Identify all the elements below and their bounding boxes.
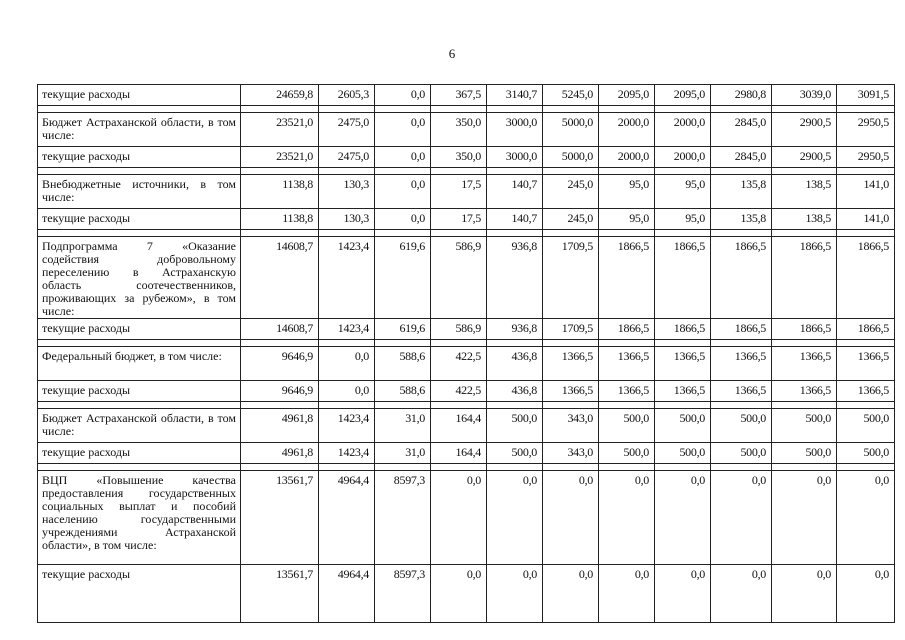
value-cell: 1366,5 bbox=[837, 347, 895, 381]
value-cell: 500,0 bbox=[772, 409, 837, 443]
spacer-cell bbox=[487, 402, 543, 409]
spacer-cell bbox=[655, 402, 711, 409]
spacer-cell bbox=[655, 340, 711, 347]
spacer-cell bbox=[655, 106, 711, 113]
value-cell: 500,0 bbox=[599, 409, 655, 443]
spacer-cell bbox=[837, 230, 895, 237]
table-row bbox=[38, 381, 895, 402]
value-cell: 0,0 bbox=[655, 565, 711, 623]
value-cell: 164,4 bbox=[431, 443, 487, 464]
spacer-cell bbox=[543, 230, 599, 237]
value-cell: 3000,0 bbox=[487, 113, 543, 147]
value-cell: 1366,5 bbox=[543, 381, 599, 402]
row-spacer bbox=[38, 230, 895, 237]
value-cell: 0,0 bbox=[487, 565, 543, 623]
spacer-cell bbox=[319, 106, 375, 113]
budget-table bbox=[37, 84, 895, 623]
spacer-cell bbox=[241, 230, 319, 237]
spacer-cell bbox=[837, 340, 895, 347]
value-cell: 1866,5 bbox=[772, 237, 837, 319]
value-cell: 31,0 bbox=[375, 443, 431, 464]
spacer-cell bbox=[38, 340, 241, 347]
spacer-cell bbox=[772, 230, 837, 237]
spacer-cell bbox=[241, 168, 319, 175]
spacer-cell bbox=[543, 464, 599, 471]
value-cell: 13561,7 bbox=[241, 471, 319, 565]
value-cell: 0,0 bbox=[711, 565, 772, 623]
value-cell: 2605,3 bbox=[319, 85, 375, 106]
spacer-cell bbox=[772, 402, 837, 409]
value-cell: 140,7 bbox=[487, 209, 543, 230]
table-row bbox=[38, 237, 895, 319]
value-cell: 500,0 bbox=[599, 443, 655, 464]
spacer-cell bbox=[772, 340, 837, 347]
spacer-cell bbox=[431, 464, 487, 471]
value-cell: 0,0 bbox=[431, 471, 487, 565]
spacer-cell bbox=[655, 230, 711, 237]
row-label: текущие расходы bbox=[38, 319, 241, 340]
value-cell: 500,0 bbox=[772, 443, 837, 464]
spacer-cell bbox=[431, 340, 487, 347]
value-cell: 586,9 bbox=[431, 237, 487, 319]
spacer-cell bbox=[711, 464, 772, 471]
spacer-cell bbox=[599, 340, 655, 347]
value-cell: 3039,0 bbox=[772, 85, 837, 106]
spacer-cell bbox=[241, 402, 319, 409]
value-cell: 1709,5 bbox=[543, 319, 599, 340]
value-cell: 588,6 bbox=[375, 347, 431, 381]
value-cell: 14608,7 bbox=[241, 237, 319, 319]
value-cell: 436,8 bbox=[487, 347, 543, 381]
spacer-cell bbox=[599, 168, 655, 175]
value-cell: 0,0 bbox=[543, 565, 599, 623]
table-row bbox=[38, 347, 895, 381]
value-cell: 619,6 bbox=[375, 319, 431, 340]
value-cell: 1866,5 bbox=[837, 237, 895, 319]
spacer-cell bbox=[38, 106, 241, 113]
value-cell: 1866,5 bbox=[599, 319, 655, 340]
value-cell: 1366,5 bbox=[599, 347, 655, 381]
spacer-cell bbox=[599, 230, 655, 237]
value-cell: 0,0 bbox=[375, 209, 431, 230]
spacer-cell bbox=[772, 106, 837, 113]
spacer-cell bbox=[599, 402, 655, 409]
value-cell: 1366,5 bbox=[655, 347, 711, 381]
value-cell: 2845,0 bbox=[711, 113, 772, 147]
value-cell: 135,8 bbox=[711, 175, 772, 209]
row-spacer bbox=[38, 168, 895, 175]
value-cell: 1366,5 bbox=[772, 347, 837, 381]
value-cell: 135,8 bbox=[711, 209, 772, 230]
spacer-cell bbox=[711, 402, 772, 409]
table-body bbox=[38, 85, 895, 623]
spacer-cell bbox=[837, 402, 895, 409]
value-cell: 141,0 bbox=[837, 209, 895, 230]
value-cell: 164,4 bbox=[431, 409, 487, 443]
value-cell: 2950,5 bbox=[837, 147, 895, 168]
row-label: текущие расходы bbox=[38, 381, 241, 402]
spacer-cell bbox=[487, 230, 543, 237]
value-cell: 500,0 bbox=[655, 409, 711, 443]
spacer-cell bbox=[837, 106, 895, 113]
value-cell: 141,0 bbox=[837, 175, 895, 209]
spacer-cell bbox=[543, 340, 599, 347]
value-cell: 1866,5 bbox=[655, 237, 711, 319]
page-number: 6 bbox=[448, 46, 456, 61]
value-cell: 2845,0 bbox=[711, 147, 772, 168]
value-cell: 0,0 bbox=[599, 565, 655, 623]
value-cell: 3140,7 bbox=[487, 85, 543, 106]
value-cell: 2475,0 bbox=[319, 147, 375, 168]
spacer-cell bbox=[319, 464, 375, 471]
spacer-cell bbox=[375, 464, 431, 471]
row-label: Подпрограмма 7 «Оказание содействия добровольному переселению в Астраханскую область соотечественников, проживающих за рубежом», в том числе: bbox=[38, 237, 241, 319]
value-cell: 500,0 bbox=[837, 443, 895, 464]
value-cell: 1423,4 bbox=[319, 319, 375, 340]
value-cell: 3091,5 bbox=[837, 85, 895, 106]
value-cell: 1138,8 bbox=[241, 175, 319, 209]
value-cell: 95,0 bbox=[599, 175, 655, 209]
row-spacer bbox=[38, 106, 895, 113]
value-cell: 138,5 bbox=[772, 175, 837, 209]
value-cell: 31,0 bbox=[375, 409, 431, 443]
spacer-cell bbox=[319, 402, 375, 409]
value-cell: 23521,0 bbox=[241, 113, 319, 147]
value-cell: 500,0 bbox=[655, 443, 711, 464]
value-cell: 0,0 bbox=[375, 147, 431, 168]
value-cell: 1866,5 bbox=[837, 319, 895, 340]
value-cell: 500,0 bbox=[711, 409, 772, 443]
table-row bbox=[38, 85, 895, 106]
spacer-cell bbox=[599, 106, 655, 113]
spacer-cell bbox=[837, 464, 895, 471]
value-cell: 95,0 bbox=[655, 175, 711, 209]
value-cell: 24659,8 bbox=[241, 85, 319, 106]
spacer-cell bbox=[319, 230, 375, 237]
spacer-cell bbox=[837, 168, 895, 175]
spacer-cell bbox=[655, 464, 711, 471]
spacer-cell bbox=[431, 402, 487, 409]
value-cell: 586,9 bbox=[431, 319, 487, 340]
spacer-cell bbox=[375, 106, 431, 113]
row-label: Внебюджетные источники, в том числе: bbox=[38, 175, 241, 209]
value-cell: 436,8 bbox=[487, 381, 543, 402]
spacer-cell bbox=[38, 464, 241, 471]
value-cell: 17,5 bbox=[431, 175, 487, 209]
spacer-cell bbox=[241, 106, 319, 113]
spacer-cell bbox=[711, 340, 772, 347]
value-cell: 936,8 bbox=[487, 319, 543, 340]
row-label: текущие расходы bbox=[38, 147, 241, 168]
value-cell: 1138,8 bbox=[241, 209, 319, 230]
spacer-cell bbox=[772, 464, 837, 471]
value-cell: 2475,0 bbox=[319, 113, 375, 147]
value-cell: 4961,8 bbox=[241, 409, 319, 443]
value-cell: 2000,0 bbox=[655, 113, 711, 147]
value-cell: 1423,4 bbox=[319, 409, 375, 443]
table-row bbox=[38, 471, 895, 565]
value-cell: 9646,9 bbox=[241, 381, 319, 402]
spacer-cell bbox=[711, 168, 772, 175]
spacer-cell bbox=[487, 464, 543, 471]
spacer-cell bbox=[431, 106, 487, 113]
spacer-cell bbox=[375, 340, 431, 347]
value-cell: 0,0 bbox=[772, 471, 837, 565]
value-cell: 2095,0 bbox=[599, 85, 655, 106]
value-cell: 422,5 bbox=[431, 347, 487, 381]
value-cell: 13561,7 bbox=[241, 565, 319, 623]
row-spacer bbox=[38, 340, 895, 347]
value-cell: 0,0 bbox=[431, 565, 487, 623]
spacer-cell bbox=[375, 230, 431, 237]
value-cell: 1423,4 bbox=[319, 443, 375, 464]
spacer-cell bbox=[241, 464, 319, 471]
spacer-cell bbox=[38, 168, 241, 175]
row-spacer bbox=[38, 402, 895, 409]
spacer-cell bbox=[711, 106, 772, 113]
value-cell: 1866,5 bbox=[655, 319, 711, 340]
value-cell: 350,0 bbox=[431, 147, 487, 168]
value-cell: 2980,8 bbox=[711, 85, 772, 106]
spacer-cell bbox=[38, 230, 241, 237]
table-row bbox=[38, 565, 895, 623]
value-cell: 4964,4 bbox=[319, 565, 375, 623]
value-cell: 0,0 bbox=[319, 381, 375, 402]
value-cell: 2000,0 bbox=[655, 147, 711, 168]
spacer-cell bbox=[375, 168, 431, 175]
value-cell: 1866,5 bbox=[711, 319, 772, 340]
value-cell: 0,0 bbox=[837, 565, 895, 623]
value-cell: 5000,0 bbox=[543, 147, 599, 168]
value-cell: 9646,9 bbox=[241, 347, 319, 381]
value-cell: 1366,5 bbox=[837, 381, 895, 402]
value-cell: 0,0 bbox=[487, 471, 543, 565]
value-cell: 8597,3 bbox=[375, 471, 431, 565]
spacer-cell bbox=[543, 106, 599, 113]
value-cell: 1366,5 bbox=[711, 381, 772, 402]
value-cell: 1366,5 bbox=[543, 347, 599, 381]
value-cell: 0,0 bbox=[375, 85, 431, 106]
value-cell: 0,0 bbox=[319, 347, 375, 381]
table-row bbox=[38, 409, 895, 443]
value-cell: 0,0 bbox=[837, 471, 895, 565]
value-cell: 500,0 bbox=[711, 443, 772, 464]
value-cell: 2000,0 bbox=[599, 113, 655, 147]
table-row bbox=[38, 443, 895, 464]
value-cell: 500,0 bbox=[837, 409, 895, 443]
row-spacer bbox=[38, 464, 895, 471]
value-cell: 2095,0 bbox=[655, 85, 711, 106]
spacer-cell bbox=[487, 168, 543, 175]
spacer-cell bbox=[487, 340, 543, 347]
value-cell: 0,0 bbox=[375, 113, 431, 147]
value-cell: 140,7 bbox=[487, 175, 543, 209]
value-cell: 5000,0 bbox=[543, 113, 599, 147]
spacer-cell bbox=[543, 402, 599, 409]
value-cell: 1866,5 bbox=[711, 237, 772, 319]
value-cell: 4964,4 bbox=[319, 471, 375, 565]
table-row bbox=[38, 319, 895, 340]
value-cell: 4961,8 bbox=[241, 443, 319, 464]
spacer-cell bbox=[375, 402, 431, 409]
value-cell: 95,0 bbox=[655, 209, 711, 230]
value-cell: 367,5 bbox=[431, 85, 487, 106]
table-row bbox=[38, 113, 895, 147]
value-cell: 130,3 bbox=[319, 209, 375, 230]
value-cell: 95,0 bbox=[599, 209, 655, 230]
row-label: текущие расходы bbox=[38, 85, 241, 106]
value-cell: 5245,0 bbox=[543, 85, 599, 106]
spacer-cell bbox=[38, 402, 241, 409]
value-cell: 936,8 bbox=[487, 237, 543, 319]
value-cell: 2900,5 bbox=[772, 147, 837, 168]
spacer-cell bbox=[241, 340, 319, 347]
value-cell: 500,0 bbox=[487, 409, 543, 443]
spacer-cell bbox=[543, 168, 599, 175]
value-cell: 0,0 bbox=[711, 471, 772, 565]
spacer-cell bbox=[431, 230, 487, 237]
row-label: текущие расходы bbox=[38, 565, 241, 623]
value-cell: 23521,0 bbox=[241, 147, 319, 168]
row-label: Бюджет Астраханской области, в том числе: bbox=[38, 113, 241, 147]
value-cell: 2900,5 bbox=[772, 113, 837, 147]
spacer-cell bbox=[319, 340, 375, 347]
spacer-cell bbox=[599, 464, 655, 471]
table-row bbox=[38, 209, 895, 230]
value-cell: 14608,7 bbox=[241, 319, 319, 340]
value-cell: 619,6 bbox=[375, 237, 431, 319]
value-cell: 245,0 bbox=[543, 175, 599, 209]
value-cell: 1366,5 bbox=[772, 381, 837, 402]
value-cell: 1866,5 bbox=[599, 237, 655, 319]
value-cell: 588,6 bbox=[375, 381, 431, 402]
value-cell: 0,0 bbox=[543, 471, 599, 565]
row-label: Бюджет Астраханской области, в том числе: bbox=[38, 409, 241, 443]
value-cell: 0,0 bbox=[772, 565, 837, 623]
row-label: текущие расходы bbox=[38, 443, 241, 464]
value-cell: 3000,0 bbox=[487, 147, 543, 168]
value-cell: 130,3 bbox=[319, 175, 375, 209]
value-cell: 500,0 bbox=[487, 443, 543, 464]
value-cell: 343,0 bbox=[543, 443, 599, 464]
value-cell: 2000,0 bbox=[599, 147, 655, 168]
value-cell: 1709,5 bbox=[543, 237, 599, 319]
spacer-cell bbox=[319, 168, 375, 175]
value-cell: 1366,5 bbox=[711, 347, 772, 381]
table-row bbox=[38, 175, 895, 209]
value-cell: 8597,3 bbox=[375, 565, 431, 623]
value-cell: 1366,5 bbox=[599, 381, 655, 402]
spacer-cell bbox=[655, 168, 711, 175]
row-label: ВЦП «Повышение качества предоставления государственных социальных выплат и пособий населению государственными учреждениями Астраханской области», в том числе: bbox=[38, 471, 241, 565]
row-label: текущие расходы bbox=[38, 209, 241, 230]
spacer-cell bbox=[711, 230, 772, 237]
value-cell: 0,0 bbox=[599, 471, 655, 565]
spacer-cell bbox=[431, 168, 487, 175]
value-cell: 0,0 bbox=[655, 471, 711, 565]
value-cell: 0,0 bbox=[375, 175, 431, 209]
value-cell: 1366,5 bbox=[655, 381, 711, 402]
value-cell: 138,5 bbox=[772, 209, 837, 230]
table-row bbox=[38, 147, 895, 168]
value-cell: 422,5 bbox=[431, 381, 487, 402]
spacer-cell bbox=[772, 168, 837, 175]
value-cell: 17,5 bbox=[431, 209, 487, 230]
value-cell: 245,0 bbox=[543, 209, 599, 230]
value-cell: 343,0 bbox=[543, 409, 599, 443]
spacer-cell bbox=[487, 106, 543, 113]
row-label: Федеральный бюджет, в том числе: bbox=[38, 347, 241, 381]
value-cell: 2950,5 bbox=[837, 113, 895, 147]
value-cell: 1423,4 bbox=[319, 237, 375, 319]
value-cell: 1866,5 bbox=[772, 319, 837, 340]
value-cell: 350,0 bbox=[431, 113, 487, 147]
